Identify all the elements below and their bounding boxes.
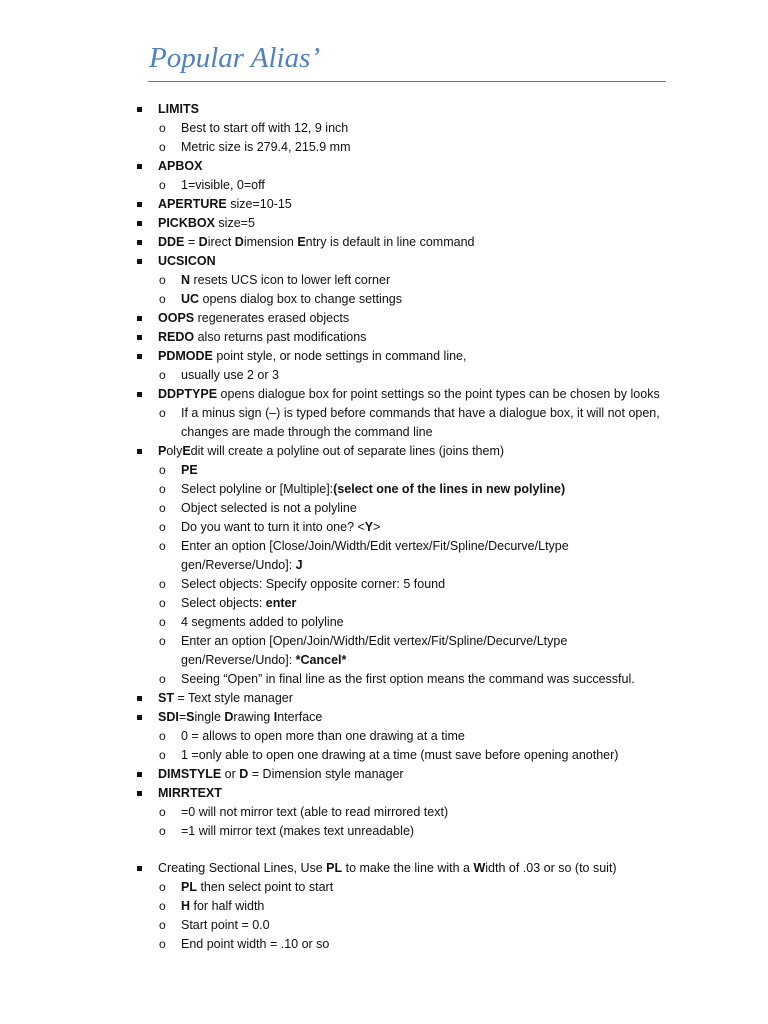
bold-text: PICKBOX [158, 216, 215, 230]
text-segment: size=5 [214, 216, 255, 230]
bold-text: D [239, 767, 249, 781]
bold-text: DIMSTYLE [158, 767, 222, 781]
text-segment: Do you want to turn it into one? < [181, 520, 365, 534]
circle-bullet-icon: o [159, 539, 166, 553]
bold-text: UCSICON [158, 254, 216, 268]
circle-bullet-icon: o [159, 121, 166, 135]
sub-bullet-item [0, 575, 768, 594]
text-segment: gen/Reverse/Undo]: [181, 653, 296, 667]
text-segment: = Dimension style manager [248, 767, 404, 781]
circle-bullet-icon: o [159, 880, 166, 894]
sub-bullet-item [0, 119, 768, 138]
bold-text: J [295, 558, 303, 572]
square-bullet-icon [137, 696, 142, 701]
text-segment: 1=visible, 0=off [181, 178, 265, 192]
circle-bullet-icon: o [159, 406, 166, 420]
bold-text: D [198, 235, 208, 249]
text-segment: = Text style manager [173, 691, 293, 705]
sub-bullet-item [0, 176, 768, 195]
text-segment: = [184, 235, 199, 249]
text-segment: size=10-15 [226, 197, 292, 211]
sub-bullet-item [0, 935, 768, 954]
text-segment: Metric size is 279.4, 215.9 mm [181, 140, 351, 154]
square-bullet-icon [137, 335, 142, 340]
circle-bullet-icon: o [159, 368, 166, 382]
bullet-item [0, 214, 768, 233]
sub-bullet-item [0, 461, 768, 480]
sub-bullet-item [0, 138, 768, 157]
square-bullet-icon [137, 221, 142, 226]
bold-text: N [181, 273, 191, 287]
bold-text: PDMODE [158, 349, 213, 363]
square-bullet-icon [137, 316, 142, 321]
page-title: Popular Alias’ [149, 42, 321, 74]
sub-bullet-item [0, 878, 768, 897]
continuation-line [181, 556, 768, 575]
bold-text: H [181, 899, 191, 913]
sub-bullet-item [0, 803, 768, 822]
bullet-item [0, 442, 768, 461]
text-segment: Select objects: [181, 596, 266, 610]
bold-text: Y [364, 520, 374, 534]
text-segment: 4 segments added to polyline [181, 615, 344, 629]
text-segment: oly [166, 444, 183, 458]
text-segment: resets UCS icon to lower left corner [190, 273, 391, 287]
sub-bullet-item [0, 670, 768, 689]
text-segment: nterface [277, 710, 323, 724]
bold-text: PL [181, 880, 197, 894]
sub-bullet-item [0, 366, 768, 385]
bullet-item [0, 252, 768, 271]
text-segment: =0 will not mirror text (able to read mirrored text) [181, 805, 449, 819]
bullet-item [0, 689, 768, 708]
bold-text: OOPS [158, 311, 195, 325]
circle-bullet-icon: o [159, 634, 166, 648]
sub-bullet-item [0, 271, 768, 290]
text-segment: Object selected is not a polyline [181, 501, 357, 515]
circle-bullet-icon: o [159, 918, 166, 932]
bold-text: W [473, 861, 486, 875]
circle-bullet-icon: o [159, 482, 166, 496]
bullet-item [0, 195, 768, 214]
text-segment: Seeing “Open” in final line as the first option means the command was successful. [181, 672, 635, 686]
square-bullet-icon [137, 449, 142, 454]
text-segment: then select point to start [196, 880, 334, 894]
text-segment: 1 =only able to open one drawing at a time (must save before opening another) [181, 748, 619, 762]
bold-text: D [234, 235, 244, 249]
text-segment: gen/Reverse/Undo]: [181, 558, 296, 572]
square-bullet-icon [137, 791, 142, 796]
square-bullet-icon [137, 354, 142, 359]
text-segment: opens dialog box to change settings [199, 292, 402, 306]
circle-bullet-icon: o [159, 615, 166, 629]
bold-text: PE [181, 463, 198, 477]
circle-bullet-icon: o [159, 748, 166, 762]
text-segment: Select objects: Specify opposite corner: 5 found [181, 577, 446, 591]
continuation-line [181, 651, 768, 670]
bold-text: E [182, 444, 191, 458]
square-bullet-icon [137, 164, 142, 169]
bullet-item [0, 100, 768, 119]
sub-bullet-item [0, 632, 768, 670]
sub-bullet-item [0, 537, 768, 575]
text-segment: End point width = .10 or so [181, 937, 330, 951]
square-bullet-icon [137, 715, 142, 720]
bullet-item [0, 784, 768, 803]
text-segment: If a minus sign (–) is typed before commands that have a dialogue box, it will not open, [181, 406, 660, 420]
bold-text: (select one of the lines in new polyline) [333, 482, 566, 496]
bold-text: I [273, 710, 278, 724]
bullet-item [0, 708, 768, 727]
sub-bullet-item [0, 613, 768, 632]
sub-bullet-item [0, 916, 768, 935]
text-segment: or [221, 767, 240, 781]
sub-bullet-item [0, 897, 768, 916]
square-bullet-icon [137, 866, 142, 871]
bold-text: E [297, 235, 306, 249]
text-segment: Enter an option [Close/Join/Width/Edit vertex/Fit/Spline/Decurve/Ltype [181, 539, 569, 553]
bullet-item [0, 233, 768, 252]
square-bullet-icon [137, 259, 142, 264]
bold-text: UC [181, 292, 200, 306]
bold-text: APBOX [158, 159, 203, 173]
circle-bullet-icon: o [159, 672, 166, 686]
text-segment: Enter an option [Open/Join/Width/Edit vertex/Fit/Spline/Decurve/Ltype [181, 634, 568, 648]
bullet-item [0, 309, 768, 328]
text-segment: rawing [233, 710, 274, 724]
bold-text: ST [158, 691, 174, 705]
continuation-line: changes are made through the command line [181, 425, 433, 439]
bold-text: SDI [158, 710, 179, 724]
bold-text: DDE [158, 235, 185, 249]
bold-text: APERTURE [158, 197, 227, 211]
sub-bullet-item [0, 499, 768, 518]
text-segment: idth of .03 or so (to suit) [485, 861, 617, 875]
circle-bullet-icon: o [159, 140, 166, 154]
circle-bullet-icon: o [159, 729, 166, 743]
circle-bullet-icon: o [159, 937, 166, 951]
bold-text: DDPTYPE [158, 387, 218, 401]
sub-bullet-item [0, 746, 768, 765]
circle-bullet-icon: o [159, 805, 166, 819]
bold-text: PL [326, 861, 343, 875]
circle-bullet-icon: o [159, 596, 166, 610]
circle-bullet-icon: o [159, 899, 166, 913]
circle-bullet-icon: o [159, 501, 166, 515]
bold-text: S [186, 710, 195, 724]
bullet-item [0, 765, 768, 784]
sub-bullet-item [0, 404, 768, 442]
bold-text: D [224, 710, 234, 724]
sub-bullet-item [0, 290, 768, 309]
text-segment: for half width [190, 899, 265, 913]
sub-bullet-item [0, 822, 768, 841]
text-segment: Select polyline or [Multiple]: [181, 482, 334, 496]
square-bullet-icon [137, 772, 142, 777]
bullet-item [0, 328, 768, 347]
sub-bullet-item [0, 518, 768, 537]
text-segment: = [178, 710, 187, 724]
text-segment: Creating Sectional Lines, Use [158, 861, 327, 875]
title-underline [148, 81, 666, 82]
text-segment: ingle [194, 710, 225, 724]
text-segment: =1 will mirror text (makes text unreadable) [181, 824, 415, 838]
bold-text: enter [265, 596, 297, 610]
circle-bullet-icon: o [159, 178, 166, 192]
square-bullet-icon [137, 107, 142, 112]
circle-bullet-icon: o [159, 292, 166, 306]
sub-bullet-item [0, 594, 768, 613]
square-bullet-icon [137, 240, 142, 245]
text-segment: > [373, 520, 381, 534]
text-segment: 0 = allows to open more than one drawing at a time [181, 729, 465, 743]
square-bullet-icon [137, 392, 142, 397]
bullet-item [0, 157, 768, 176]
alias-list [0, 100, 768, 954]
text-segment: regenerates erased objects [194, 311, 350, 325]
text-segment: usually use 2 or 3 [181, 368, 279, 382]
bullet-item [0, 347, 768, 366]
bold-text: P [158, 444, 167, 458]
text-segment: Best to start off with 12, 9 inch [181, 121, 349, 135]
text-segment: Start point = 0.0 [181, 918, 270, 932]
circle-bullet-icon: o [159, 520, 166, 534]
text-segment: point style, or node settings in command line, [212, 349, 467, 363]
sub-bullet-item [0, 727, 768, 746]
text-segment: to make the line with a [342, 861, 474, 875]
square-bullet-icon [137, 202, 142, 207]
circle-bullet-icon: o [159, 273, 166, 287]
sub-bullet-item [0, 480, 768, 499]
text-segment: opens dialogue box for point settings so the point types can be chosen by looks [217, 387, 660, 401]
text-segment: irect [207, 235, 235, 249]
bold-text: MIRRTEXT [158, 786, 222, 800]
text-segment: ntry is default in line command [305, 235, 475, 249]
bullet-item [0, 859, 768, 878]
bold-text: LIMITS [158, 102, 199, 116]
text-segment: imension [243, 235, 298, 249]
bold-text: *Cancel* [295, 653, 347, 667]
text-segment: dit will create a polyline out of separate lines (joins them) [190, 444, 505, 458]
text-segment: also returns past modifications [194, 330, 367, 344]
bullet-item [0, 385, 768, 404]
circle-bullet-icon: o [159, 824, 166, 838]
circle-bullet-icon: o [159, 577, 166, 591]
bold-text: REDO [158, 330, 195, 344]
circle-bullet-icon: o [159, 463, 166, 477]
